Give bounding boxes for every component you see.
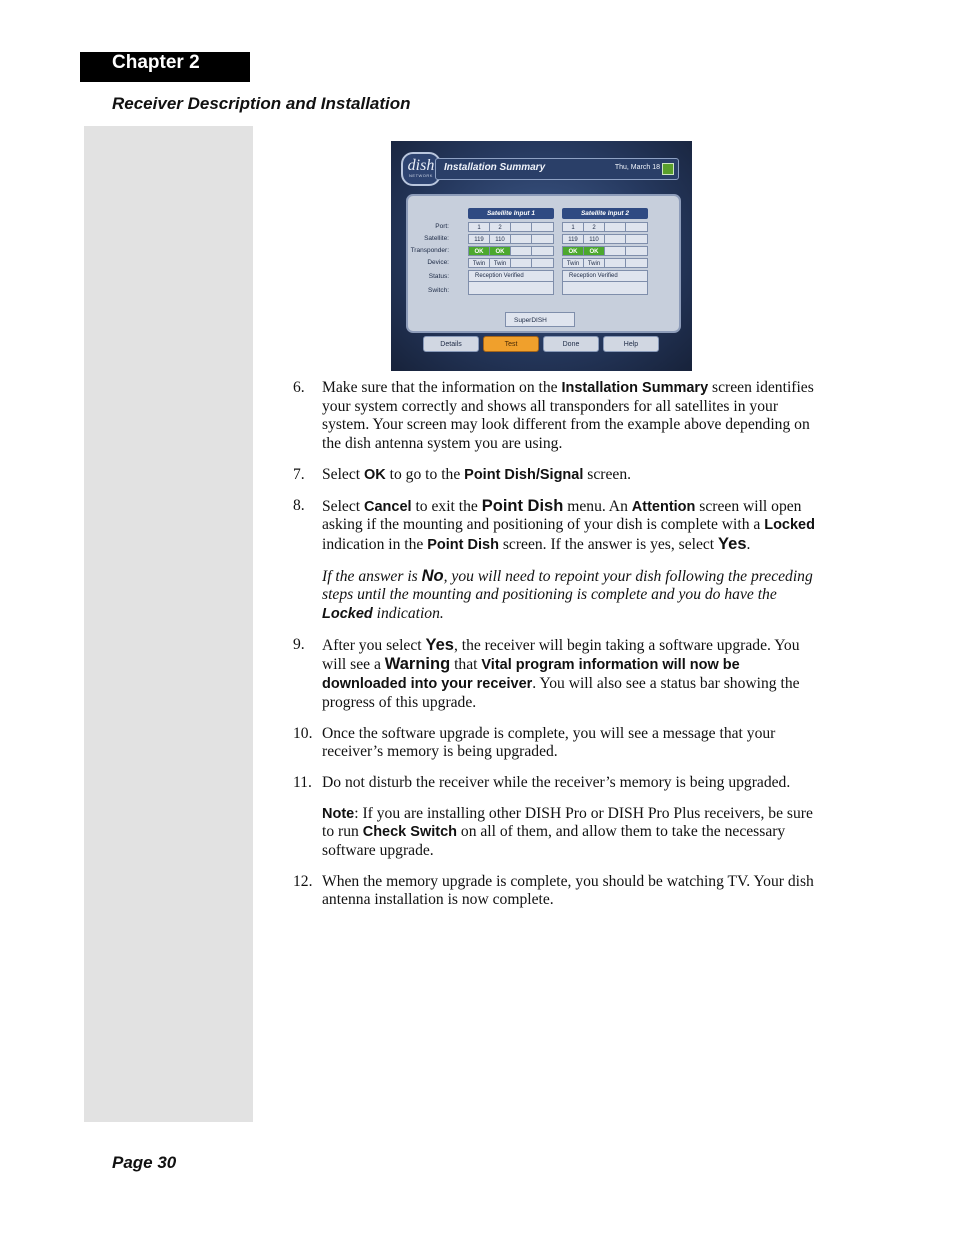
step-11 [293, 774, 823, 793]
empty-cell [531, 258, 554, 268]
step-8-note [322, 567, 823, 624]
step-text: When the memory upgrade is complete, you should be watching TV. Your dish antenna installation is now complete. [322, 872, 814, 909]
step-text: Select [322, 497, 364, 515]
step-text: , the receiver will begin taking a software upgrade. You will see a [322, 636, 800, 674]
step-keyword: Locked [764, 517, 815, 534]
row-label-transponder: Transponder: [410, 247, 449, 254]
step-keyword: Point Dish [481, 496, 564, 515]
step-number: 9. [293, 635, 305, 653]
empty-cell [531, 246, 554, 256]
step-text: screen. [583, 465, 632, 483]
tv-date: Thu, March 18 [614, 164, 660, 171]
step-number: 8. [293, 496, 305, 514]
step-text: Do not disturb the receiver while the receiver’s memory is being upgraded. [322, 773, 791, 791]
empty-cell [604, 222, 626, 232]
step-text: screen identifies your system correctly and shows all transponders for all satellites in your system. Your screen may look different from the example above depending on the dish antenna system you are using. [322, 379, 814, 453]
tv-title-bar [435, 158, 679, 180]
step-text: . You will also see a status bar showing the progress of this upgrade. [322, 675, 800, 711]
satellite-cell: 110 [583, 234, 605, 244]
satellite-cell: 110 [489, 234, 511, 244]
empty-cell [510, 258, 532, 268]
satellite-cell: 119 [468, 234, 490, 244]
switch-cell [562, 281, 648, 295]
step-8 [293, 497, 823, 555]
note-keyword: Locked [322, 606, 373, 623]
empty-cell [604, 234, 626, 244]
page-number: Page 30 [112, 1153, 177, 1172]
device-cell: Twin [468, 258, 490, 268]
step-keyword: Warning [384, 655, 451, 674]
step-6 [293, 379, 823, 454]
empty-cell [604, 258, 626, 268]
note-text: , you will need to repoint your dish following the preceding steps until the mounting and positioning is complete and you do have the [322, 567, 813, 604]
port-cell: 1 [468, 222, 490, 232]
satellite-cell: 119 [562, 234, 584, 244]
step-9 [293, 636, 823, 713]
step-text: Select [322, 465, 364, 483]
step-keyword: Yes [718, 534, 747, 553]
step-keyword: Point Dish/Signal [464, 466, 584, 483]
sidebar-margin [84, 126, 253, 1122]
logo-text: dish [407, 157, 435, 174]
row-label-satellite: Satellite: [424, 235, 449, 242]
step-text: screen will open asking if the mounting and positioning of your dish is complete with a [322, 497, 802, 534]
empty-cell [510, 246, 532, 256]
switch-cell [468, 281, 554, 295]
satellite-input-header: Satellite Input 1 [468, 208, 554, 219]
tv-icon [662, 163, 674, 175]
step-text: to exit the [411, 497, 482, 515]
logo-subtext: NETWORK [409, 173, 433, 178]
step-number: 10. [293, 724, 313, 742]
step-keyword: Attention [631, 498, 696, 515]
tv-screen-title: Installation Summary [444, 162, 546, 173]
step-text: After you select [322, 636, 426, 654]
empty-cell [531, 222, 554, 232]
note-text: on all of them, and allow them to take the necessary software upgrade. [322, 823, 786, 860]
status-cell: Reception Verified [562, 270, 648, 282]
empty-cell [625, 234, 648, 244]
empty-cell [625, 246, 648, 256]
step-keyword: Vital program information will now be downloaded into your receiver [322, 657, 740, 693]
empty-cell [531, 234, 554, 244]
step-number: 11. [293, 773, 312, 791]
device-cell: Twin [583, 258, 605, 268]
section-title: Receiver Description and Installation [112, 94, 411, 113]
device-cell: Twin [562, 258, 584, 268]
step-text: to go to the [385, 465, 465, 483]
step-text: that [450, 656, 482, 674]
note-keyword: No [421, 566, 444, 585]
empty-cell [625, 258, 648, 268]
row-label-status: Status: [428, 273, 449, 280]
step-12 [293, 873, 823, 910]
transponder-ok-cell: OK [468, 246, 490, 256]
details-button: Details [423, 336, 479, 352]
test-button: Test [483, 336, 539, 352]
row-label-device: Device: [427, 259, 449, 266]
port-cell: 1 [562, 222, 584, 232]
step-number: 7. [293, 465, 305, 483]
installation-summary-screenshot [391, 141, 692, 371]
step-text: . [746, 535, 751, 553]
step-11-note [322, 805, 823, 861]
step-keyword: OK [364, 466, 386, 483]
step-7 [293, 466, 823, 485]
port-cell: 2 [489, 222, 511, 232]
step-text: Make sure that the information on the [322, 379, 562, 396]
step-number: 12. [293, 872, 313, 890]
status-cell: Reception Verified [468, 270, 554, 282]
step-10 [293, 725, 823, 762]
chapter-label: Chapter 2 [112, 52, 200, 73]
device-cell: Twin [489, 258, 511, 268]
step-text: indication in the [322, 535, 428, 553]
step-number: 6. [293, 379, 305, 396]
empty-cell [625, 222, 648, 232]
chapter-header [80, 52, 250, 82]
note-label: Note [322, 805, 355, 822]
step-keyword: Point Dish [427, 536, 499, 553]
step-text: screen. If the answer is yes, select [498, 535, 719, 553]
help-button: Help [603, 336, 659, 352]
done-button: Done [543, 336, 599, 352]
note-text: If the answer is [322, 567, 422, 585]
port-cell: 2 [583, 222, 605, 232]
transponder-ok-cell: OK [489, 246, 511, 256]
transponder-ok-cell: OK [583, 246, 605, 256]
satellite-input-header: Satellite Input 2 [562, 208, 648, 219]
note-text: indication. [372, 605, 444, 623]
instructions [293, 379, 823, 922]
empty-cell [510, 222, 532, 232]
step-text: menu. An [563, 497, 632, 515]
note-text: : If you are installing other DISH Pro or DISH Pro Plus receivers, be sure to run [322, 804, 813, 841]
empty-cell [510, 234, 532, 244]
step-text: Once the software upgrade is complete, you will see a message that your receiver’s memory is being upgraded. [322, 724, 776, 761]
note-keyword: Check Switch [362, 824, 457, 841]
transponder-ok-cell: OK [562, 246, 584, 256]
row-label-switch: Switch: [428, 287, 449, 294]
row-label-port: Port: [435, 223, 449, 230]
step-keyword: Yes [425, 635, 454, 654]
step-keyword: Cancel [364, 498, 412, 515]
step-keyword: Installation Summary [561, 380, 709, 396]
empty-cell [604, 246, 626, 256]
switch-type-label: SuperDISH [505, 312, 575, 327]
